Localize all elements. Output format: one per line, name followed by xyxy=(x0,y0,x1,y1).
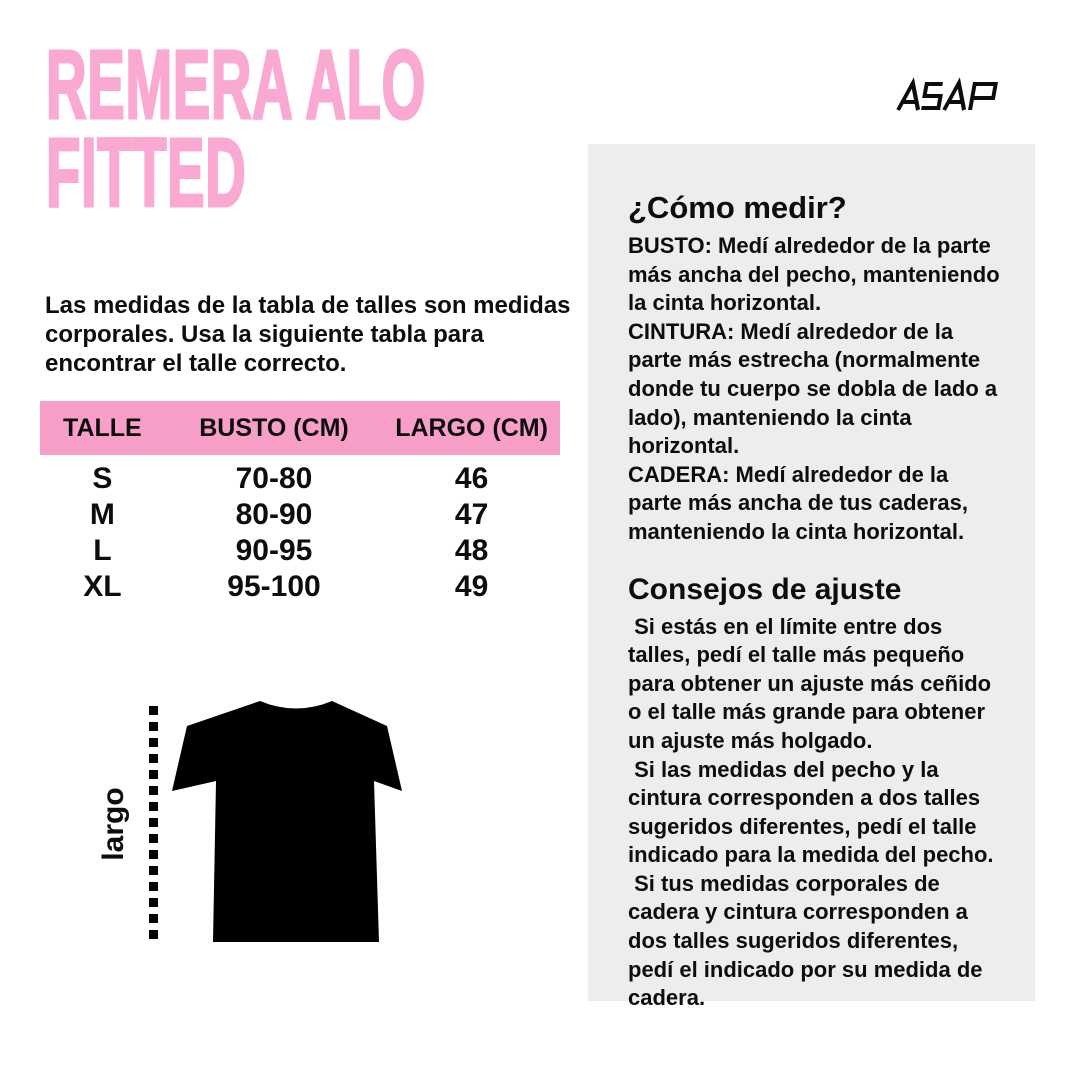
how-to-measure-title: ¿Cómo medir? xyxy=(628,190,847,225)
intro-text: Las medidas de la tabla de talles son medidas corporales. Usa la siguiente tabla para encontrar el talle correcto. xyxy=(45,292,571,377)
asap-logo-icon xyxy=(896,76,1018,116)
page-title-line-2: FITTED xyxy=(46,118,247,227)
table-cell: 47 xyxy=(454,498,489,531)
col-header-busto: BUSTO (CM) xyxy=(199,413,349,442)
length-dotted-line xyxy=(149,706,158,942)
table-row-l xyxy=(40,533,560,569)
table-cell: XL xyxy=(83,570,122,603)
tshirt-silhouette-icon xyxy=(172,699,402,942)
table-cell: 80-90 xyxy=(235,498,313,531)
table-cell: 95-100 xyxy=(227,570,321,603)
size-table-body xyxy=(40,461,560,605)
length-measure-label: largo xyxy=(97,787,130,861)
size-table xyxy=(40,401,560,605)
table-cell: 90-95 xyxy=(235,534,313,567)
measuring-panel xyxy=(588,144,1035,1011)
measure-busto-text: BUSTO: Medí alrededor de la parte más ancha del pecho, manteniendo la cinta horizontal. xyxy=(628,233,1006,316)
page-title-line-1: REMERA ALO xyxy=(46,30,426,139)
table-cell: S xyxy=(92,462,113,495)
table-cell: 49 xyxy=(454,570,489,603)
table-cell: 70-80 xyxy=(235,462,313,495)
brand-logo xyxy=(896,76,1018,116)
table-cell: 48 xyxy=(454,534,489,567)
table-row-xl xyxy=(40,569,560,605)
fit-tip-3: Si tus medidas corporales de cadera y cintura corresponden a dos talles sugeridos diferentes, pedí el indicado por su medida de cadera. xyxy=(628,870,989,1011)
size-table-header-row xyxy=(40,401,560,455)
measure-cadera-text: CADERA: Medí alrededor de la parte más ancha de tus caderas, manteniendo la cinta horizontal. xyxy=(628,461,975,544)
table-cell: 46 xyxy=(454,462,489,495)
col-header-talle: TALLE xyxy=(63,413,142,442)
fit-tips-title: Consejos de ajuste xyxy=(628,572,902,606)
table-row-m xyxy=(40,497,560,533)
fit-tip-1: Si estás en el límite entre dos talles, pedí el talle más pequeño para obtener un ajuste más ceñido o el talle más grande para obtener un ajuste más holgado. xyxy=(628,613,998,753)
table-cell: L xyxy=(93,534,112,567)
table-cell: M xyxy=(89,498,115,531)
fit-tip-2: Si las medidas del pecho y la cintura corresponden a dos talles sugeridos diferentes, pedí el talle indicado para la medida del pecho. xyxy=(628,756,994,868)
measure-cintura-text: CINTURA: Medí alrededor de la parte más estrecha (normalmente donde tu cuerpo se dobla de lado a lado), manteniendo la cinta horizontal. xyxy=(628,318,1004,459)
table-row-s xyxy=(40,461,560,497)
col-header-largo: LARGO (CM) xyxy=(395,413,548,442)
